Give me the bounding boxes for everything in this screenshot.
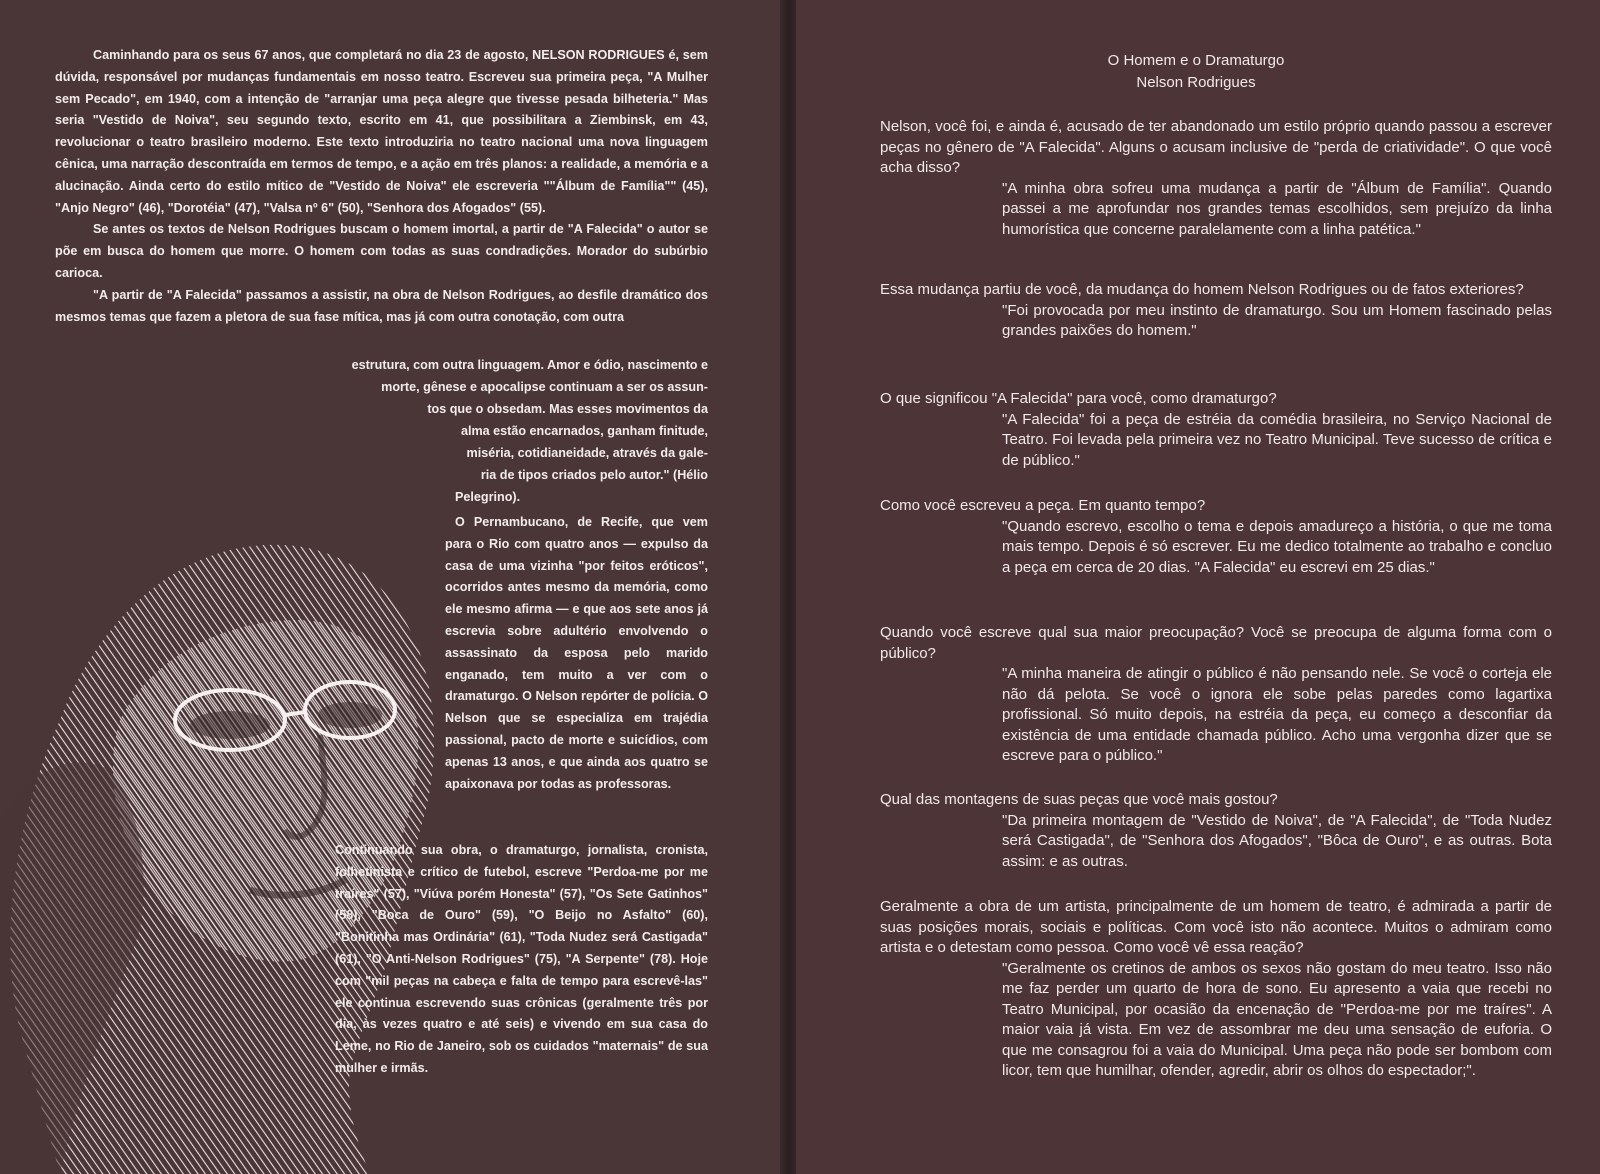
qa-block-2	[880, 280, 1552, 342]
qa-block-3	[880, 389, 1552, 471]
question-5: Quando você escreve qual sua maior preocupação? Você se preocupa de alguma forma com o público?	[880, 624, 1552, 662]
answer-4: "Quando escrevo, escolho o tema e depois amadureço a história, o que me toma mais tempo. Depois é só escrever. Eu me dedico totalmente ao trabalho e concluo a peça em cerca de 20 dias. "A Falecida" eu escrevi em 25 dias."	[1002, 517, 1552, 576]
intro-text	[55, 45, 708, 328]
intro-paragraph-1: Caminhando para os seus 67 anos, que completará no dia 23 de agosto, NELSON RODRIGUES é, sem dúvida, responsável por mudanças fundamentais em nosso teatro. Escreveu sua primeira peça, "A Mulher sem Pecado", em 1940, com a intenção de "arranjar uma peça alegre que tivesse pesada bilheteria." Mas seria "Vestido de Noiva", seu segundo texto, escrito em 41, que possibilitara a Ziembinsk, em 43, revolucionar o teatro brasileiro moderno. Este texto introduziria no teatro nacional uma nova linguagem cênica, uma narração descontraída em termos de tempo, e a ação em três planos: a realidade, a memória e a alucinação. Ainda certo do estilo mítico de "Vestido de Noiva" ele escreveria ""Álbum de Família"" (45), "Anjo Negro" (46), "Dorotéia" (47), "Valsa nº 6" (50), "Senhora dos Afogados" (55).	[55, 48, 708, 215]
quote-line-5: miséria, cotidianeidade, através da gale-	[466, 446, 708, 460]
question-4: Como você escreveu a peça. Em quanto tempo?	[880, 497, 1206, 514]
qa-block-6	[880, 790, 1552, 872]
answer-2: "Foi provocada por meu instinto de dramaturgo. Sou um Homem fascinado pelas grandes paixões do homem."	[1002, 301, 1552, 339]
qa-block-4	[880, 496, 1552, 578]
title-line-1: O Homem e o Dramaturgo	[1107, 52, 1285, 69]
title-line-2: Nelson Rodrigues	[1136, 74, 1256, 91]
left-page	[0, 0, 788, 1174]
intro-paragraph-2: Se antes os textos de Nelson Rodrigues buscam o homem imortal, a partir de "A Falecida" o autor se põe em busca do homem que morre. O homem com todas as suas condradições. Morador do subúrbio carioca.	[55, 222, 708, 280]
question-2: Essa mudança partiu de você, da mudança do homem Nelson Rodrigues ou de fatos exteriores?	[880, 281, 1524, 298]
question-7: Geralmente a obra de um artista, principalmente de um homem de teatro, é admirada a partir de suas posições morais, sociais e políticas. Com você isto não acontece. Muitos o admiram como artista e o detestam como pessoa. Como você vê essa reação?	[880, 898, 1552, 956]
question-1: Nelson, você foi, e ainda é, acusado de ter abandonado um estilo próprio quando passou a escrever peças no gênero de "A Falecida". Alguns o acusam inclusive de "perda de criatividade". O que você acha disso?	[880, 118, 1552, 176]
answer-3: "A Falecida" foi a peça de estréia da comédia brasileira, no Serviço Nacional de Teatro. Foi levada pela primeira vez no Teatro Municipal. Teve sucesso de crítica e de público."	[1002, 410, 1552, 469]
question-3: O que significou "A Falecida" para você, como dramaturgo?	[880, 390, 1277, 407]
biography-column	[445, 512, 708, 795]
quote-line-4: alma estão encarnados, ganham finitude,	[460, 424, 708, 438]
qa-block-1	[880, 117, 1552, 240]
right-page	[796, 0, 1600, 1174]
question-6: Qual das montagens de suas peças que você mais gostou?	[880, 791, 1278, 808]
biography-paragraph: O Pernambucano, de Recife, que vem para o Rio com quatro anos — expulso da casa de uma vizinha "por feitos eróticos", ocorridos antes mesmo da memória, como ele mesmo afirma — e que aos sete anos já escrevia sobre adultério envolvendo o assassinato da esposa pelo marido enganado, tem muito a ver com o dramaturgo. O Nelson repórter de polícia. O Nelson que se especializa em trajédia passional, pacto de morte e suicídios, com apenas 13 anos, e que ainda aos quatro se apaixonava por todas as professoras.	[445, 515, 708, 791]
answer-1: "A minha obra sofreu uma mudança a partir de "Álbum de Família". Quando passei a me aprofundar nos grandes temas escolhidos, sem prejuízo da linha humorística que concerne paralelamente com a linha patética."	[1002, 179, 1552, 238]
qa-block-5	[880, 623, 1552, 767]
works-text	[335, 840, 708, 1080]
quote-line-3: tos que o obsedam. Mas esses movimentos da	[427, 402, 708, 416]
interview-title	[936, 50, 1456, 94]
answer-5: "A minha maneira de atingir o público é não pensando nele. Se você o corteja ele não dá pelota. Se você o ignora ele sobe pelas paredes como lagartixa profissional. Só muito depois, na estréia da peça, eu começo a desconfiar da existência de uma entidade chamada público. Acho uma vergonha dizer que se escreve para o público."	[1002, 665, 1552, 764]
quote-line-1: estrutura, com outra linguagem. Amor e ódio, nascimento e	[351, 358, 708, 372]
quote-line-6: ria de tipos criados pelo autor." (Hélio	[480, 468, 708, 482]
quote-line-2: morte, gênese e apocalipse continuam a ser os assun-	[381, 380, 708, 394]
answer-6: "Da primeira montagem de "Vestido de Noiva", de "A Falecida", de "Toda Nudez será Castigada", de "Senhora dos Afogados", "Bôca de Ouro", e as outras. Bota assim: e as outras.	[1002, 811, 1552, 870]
quote-line-7: Pelegrino).	[455, 490, 521, 504]
qa-block-7	[880, 897, 1552, 1082]
intro-paragraph-3: "A partir de "A Falecida" passamos a assistir, na obra de Nelson Rodrigues, ao desfile dramático dos mesmos temas que fazem a pletora de sua fase mítica, mas já com outra conotação, com outra	[55, 287, 708, 324]
works-paragraph: Continuando sua obra, o dramaturgo, jornalista, cronista, folhetinista e crítico de futebol, escreve "Perdoa-me por me traíres" (57), "Viúva porém Honesta" (57), "Os Sete Gatinhos" (58), "Boca de Ouro" (59), "O Beijo no Asfalto" (60), "Bonitinha mas Ordinária" (61), "Toda Nudez será Castigada" (61), "O Anti-Nelson Rodrigues" (75), "A Serpente" (78). Hoje com "mil peças na cabeça e falta de tempo para escrevê-las" ele continua escrevendo suas crônicas (geralmente três por dia, às vezes quatro e até seis) e vivendo em sua casa do Leme, no Rio de Janeiro, sob os cuidados "maternais" de sua mulher e irmãs.	[335, 843, 708, 1075]
answer-7: "Geralmente os cretinos de ambos os sexos não gostam do meu teatro. Isso não me faz perder um quarto de hora de sono. Eu apresento a vaia que recebi no Teatro Municipal, por ocasião da encenação de "Perdoa-me por me traíres". A maior vaia já vista. Em vez de assombrar me deu uma sensação de euforia. O que me consagrou foi a vaia do Municipal. Uma peça não pode ser bombom com licor, tem que humilhar, ofender, agredir, abrir os olhos do espectador;".	[1002, 959, 1552, 1079]
